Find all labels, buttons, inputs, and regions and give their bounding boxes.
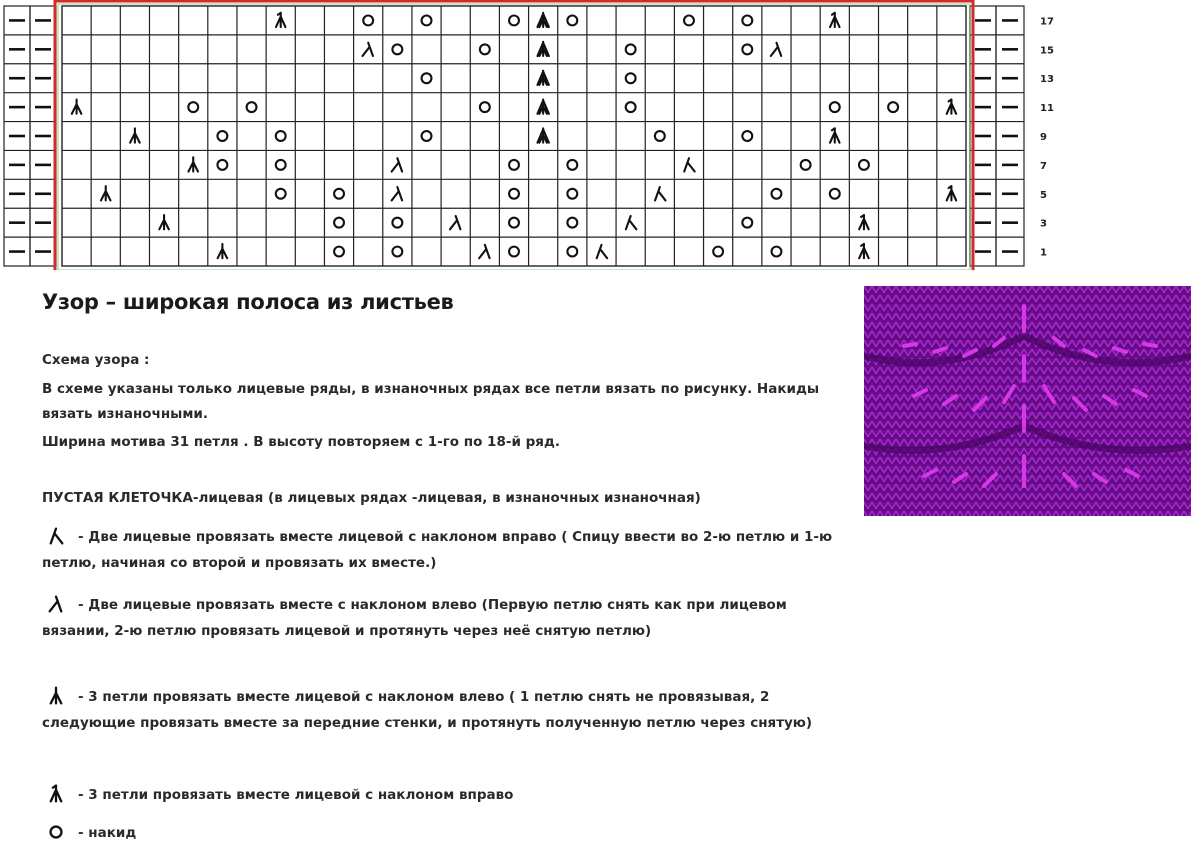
- legend-text: - накид: [78, 825, 137, 841]
- k2tog-left-icon: [479, 245, 489, 258]
- k3tog-left-icon: [188, 157, 198, 171]
- k2tog-left-icon: [771, 43, 781, 56]
- yarn-over-icon: [567, 16, 577, 26]
- scheme-heading: Схема узора :: [42, 352, 150, 368]
- row-number: 11: [1040, 103, 1054, 115]
- legend-text: - Две лицевые провязать вместе лицевой с наклоном вправо ( Спицу ввести во 2-ю петлю и 1-ю петлю, начиная со второй и провязать их вместе.): [42, 529, 833, 571]
- row-number: 9: [1040, 132, 1047, 143]
- k2tog-left-icon: [362, 43, 372, 56]
- row-number: 3: [1040, 218, 1047, 230]
- central-double-decrease-icon: [537, 128, 548, 142]
- yarn-over-icon: [422, 16, 432, 26]
- scheme-description: В схеме указаны только лицевые ряды, в изнаночных рядах все петли вязать по рисунку. Накиды вязать изнаночными.: [42, 381, 820, 422]
- empty-cell-legend: ПУСТАЯ КЛЕТОЧКА-лицевая (в лицевых рядах -лицевая, в изнаночных изнаночная): [42, 490, 701, 506]
- k3tog-right-icon: [947, 100, 957, 114]
- k2tog-right-icon: [51, 529, 63, 544]
- yarn-over-icon: [626, 102, 636, 112]
- yarn-over-icon: [772, 247, 782, 257]
- yarn-over-icon: [217, 160, 227, 170]
- row-number: 7: [1040, 160, 1047, 172]
- yarn-over-icon: [655, 131, 665, 141]
- yarn-over-icon: [713, 247, 723, 257]
- legend-k3tog-left: [42, 684, 847, 736]
- yarn-over-icon: [51, 827, 62, 838]
- yarn-over-icon: [334, 218, 344, 228]
- yarn-over-icon: [830, 102, 840, 112]
- yarn-over-icon: [188, 102, 198, 112]
- yarn-over-icon: [626, 44, 636, 54]
- yarn-over-icon: [392, 247, 402, 257]
- yarn-over-icon: [276, 189, 286, 199]
- legend-k2tog-right: [42, 524, 847, 576]
- legend-text: - Две лицевые провязать вместе с наклоном влево (Первую петлю снять как при лицевом вязании, 2-ю петлю провязать лицевой и протянуть через неё снятую петлю): [42, 597, 787, 639]
- legend-text: - 3 петли провязать вместе лицевой с наклоном вправо: [78, 787, 514, 803]
- k2tog-left-icon: [42, 592, 78, 618]
- yarn-over-icon: [480, 44, 490, 54]
- yarn-over-icon: [567, 189, 577, 199]
- yarn-over-icon: [509, 247, 519, 257]
- central-double-decrease-icon: [537, 42, 548, 56]
- yarn-over-icon: [772, 189, 782, 199]
- yarn-over-icon: [509, 16, 519, 26]
- k3tog-left-icon: [42, 684, 78, 710]
- central-double-decrease-icon: [537, 100, 548, 114]
- row-number: 13: [1040, 74, 1054, 86]
- k3tog-left-icon: [218, 244, 228, 258]
- yarn-over-icon: [276, 160, 286, 170]
- yarn-over-icon: [888, 102, 898, 112]
- yarn-over-icon: [626, 73, 636, 83]
- motif-width-note: Ширина мотива 31 петля . В высоту повторяем с 1-го по 18-й ряд.: [42, 434, 560, 450]
- yarn-over-icon: [392, 218, 402, 228]
- k3tog-right-icon: [859, 244, 869, 258]
- k2tog-right-icon: [655, 187, 665, 200]
- yarn-over-icon: [742, 218, 752, 228]
- k3tog-right-icon: [42, 782, 78, 808]
- yarn-over-icon: [276, 131, 286, 141]
- yarn-over-icon: [334, 247, 344, 257]
- k3tog-right-icon: [830, 128, 840, 142]
- yarn-over-icon: [567, 247, 577, 257]
- row-number: 5: [1040, 189, 1047, 201]
- yarn-over-icon: [742, 44, 752, 54]
- k3tog-right-icon: [859, 215, 869, 229]
- k3tog-left-icon: [159, 215, 169, 229]
- k2tog-left-icon: [392, 158, 402, 171]
- yarn-over-icon: [509, 189, 519, 199]
- k2tog-right-icon: [597, 245, 607, 258]
- k3tog-left-icon: [72, 100, 82, 114]
- yarn-over-icon: [217, 131, 227, 141]
- yarn-over-icon: [742, 16, 752, 26]
- yarn-over-icon: [363, 16, 373, 26]
- k2tog-right-icon: [684, 158, 694, 171]
- legend-k2tog-left: [42, 592, 847, 644]
- legend-text: - 3 петли провязать вместе лицевой с наклоном влево ( 1 петлю снять не провязывая, 2 следующие провязать вместе за передние стенки, и протянуть полученную петлю через снятую): [42, 689, 813, 731]
- row-number: 1: [1040, 247, 1047, 259]
- yarn-over-icon: [830, 189, 840, 199]
- yarn-over-icon: [247, 102, 257, 112]
- k2tog-right-icon: [626, 216, 636, 229]
- k3tog-right-icon: [830, 13, 840, 27]
- chart-symbols: [72, 13, 956, 258]
- yarn-over-icon: [42, 820, 78, 846]
- central-double-decrease-icon: [537, 71, 548, 85]
- k2tog-right-icon: [42, 524, 78, 550]
- yarn-over-icon: [334, 189, 344, 199]
- k2tog-left-icon: [392, 187, 402, 200]
- k3tog-right-icon: [51, 786, 62, 802]
- yarn-over-icon: [422, 73, 432, 83]
- knitted-sample-photo: [864, 286, 1191, 516]
- chart-grid: [0, 0, 1064, 270]
- knitting-chart: [0, 0, 1064, 270]
- legend-k3tog-right: [42, 782, 847, 808]
- k2tog-left-icon: [450, 216, 460, 229]
- k3tog-left-icon: [51, 688, 62, 704]
- yarn-over-icon: [567, 160, 577, 170]
- yarn-over-icon: [509, 160, 519, 170]
- yarn-over-icon: [480, 102, 490, 112]
- yarn-over-icon: [801, 160, 811, 170]
- k3tog-left-icon: [101, 186, 111, 200]
- k3tog-left-icon: [130, 128, 140, 142]
- yarn-over-icon: [742, 131, 752, 141]
- row-number: 15: [1040, 45, 1054, 57]
- k3tog-right-icon: [947, 186, 957, 200]
- yarn-over-icon: [422, 131, 432, 141]
- legend-yarn-over: [42, 820, 847, 846]
- row-number: 17: [1040, 16, 1054, 28]
- page-title: Узор – широкая полоса из листьев: [42, 290, 454, 314]
- central-double-decrease-icon: [537, 13, 548, 27]
- k3tog-right-icon: [276, 13, 286, 27]
- knit-texture: [864, 286, 1191, 516]
- yarn-over-icon: [509, 218, 519, 228]
- yarn-over-icon: [859, 160, 869, 170]
- k2tog-left-icon: [50, 597, 62, 612]
- yarn-over-icon: [392, 44, 402, 54]
- yarn-over-icon: [684, 16, 694, 26]
- yarn-over-icon: [567, 218, 577, 228]
